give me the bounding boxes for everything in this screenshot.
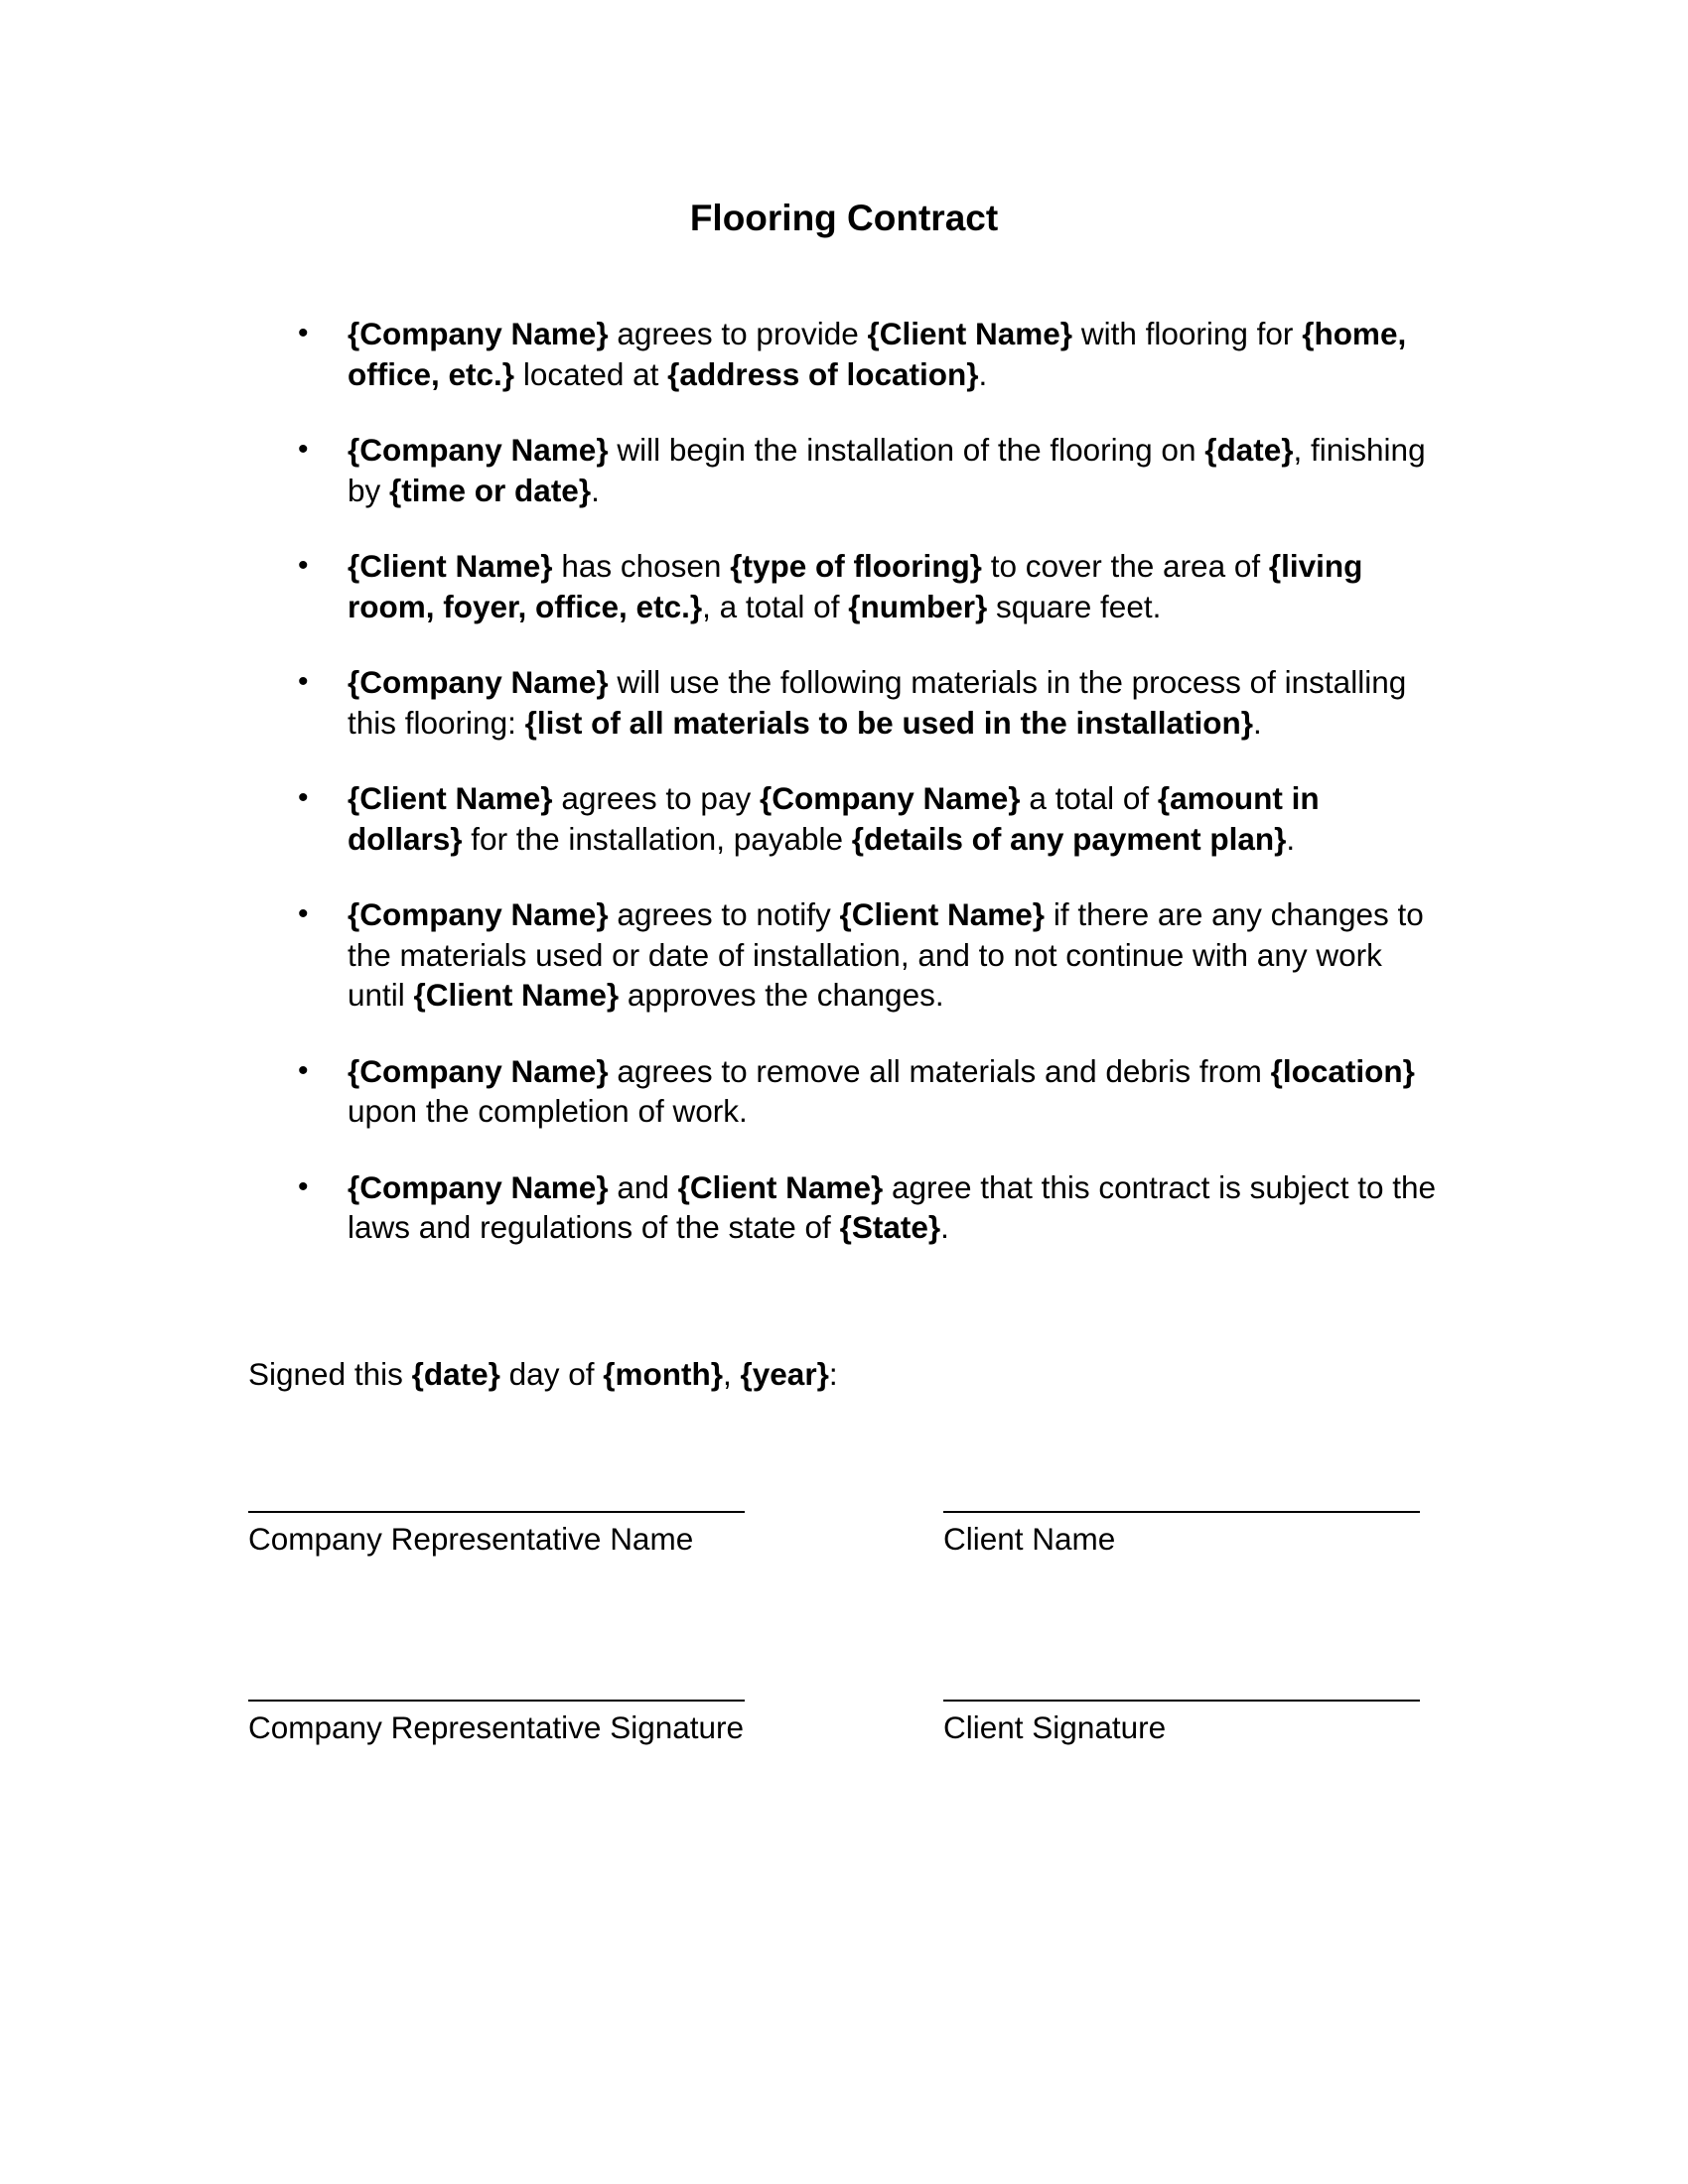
- clause-text: will use the following materials in the process of installing this flooring:: [348, 664, 1407, 741]
- clause-item: [248, 662, 1440, 743]
- page-title: Flooring Contract: [689, 198, 999, 238]
- clause-text: , finishing by: [348, 432, 1426, 508]
- company-name-label: Company Representative Name: [248, 1521, 694, 1557]
- placeholder-field: {Client Name}: [839, 896, 1046, 932]
- clause-text: located at: [514, 355, 668, 392]
- placeholder-field: {Company Name}: [348, 664, 609, 700]
- clause-body: [348, 1169, 1436, 1246]
- client-signature-block: [943, 1700, 1420, 1747]
- clause-text: for the installation, payable: [462, 820, 852, 857]
- clause-text: agrees to remove all materials and debris from: [608, 1052, 1271, 1089]
- placeholder-field: {location}: [1270, 1052, 1415, 1089]
- clause-text: upon the completion of work.: [348, 1093, 748, 1129]
- clause-body: [348, 316, 1406, 392]
- clause-text: .: [1253, 704, 1262, 741]
- clause-text: Signed this: [248, 1356, 412, 1392]
- placeholder-field: {type of flooring}: [730, 548, 982, 584]
- placeholder-field: {Client Name}: [348, 548, 553, 584]
- clause-item: [248, 1167, 1440, 1248]
- bullet-icon: •: [298, 1169, 309, 1203]
- clause-text: .: [940, 1209, 949, 1245]
- placeholder-field: {State}: [839, 1209, 941, 1245]
- client-signature-line[interactable]: [943, 1700, 1420, 1702]
- clause-list: [248, 314, 1440, 1284]
- clause-body: [348, 432, 1426, 508]
- placeholder-field: {Company Name}: [348, 316, 609, 351]
- clause-body: [348, 780, 1320, 857]
- clause-body: [348, 1053, 1415, 1130]
- clause-body: [348, 896, 1424, 1013]
- company-name-block: [248, 1511, 745, 1559]
- clause-text: agrees to notify: [608, 896, 840, 932]
- clause-text: .: [978, 355, 988, 392]
- bullet-icon: •: [298, 433, 309, 466]
- clause-text: .: [1286, 820, 1296, 857]
- clause-text: to cover the area of: [981, 548, 1269, 584]
- placeholder-field: {Client Name}: [677, 1168, 884, 1205]
- placeholder-field: {date}: [1204, 432, 1294, 468]
- company-signature-label: Company Representative Signature: [248, 1709, 745, 1745]
- placeholder-field: {date}: [411, 1356, 500, 1392]
- placeholder-field: {time or date}: [389, 472, 592, 508]
- placeholder-field: {amount in dollars}: [348, 780, 1320, 857]
- client-name-line[interactable]: [943, 1511, 1420, 1513]
- clause-text: .: [591, 472, 600, 508]
- clause-text: a total of: [1020, 780, 1158, 816]
- placeholder-field: {year}: [740, 1356, 829, 1392]
- bullet-icon: •: [298, 665, 309, 698]
- signed-date-line: [248, 1354, 838, 1394]
- placeholder-field: {address of location}: [667, 355, 979, 392]
- bullet-icon: •: [298, 897, 309, 930]
- bullet-icon: •: [298, 781, 309, 814]
- clause-text: if there are any changes to the materials used or date of installation, and to not continue with any work until: [348, 896, 1424, 1013]
- clause-text: day of: [499, 1356, 604, 1392]
- clause-item: [248, 314, 1440, 394]
- clause-text: agree that this contract is subject to the laws and regulations of the state of: [348, 1168, 1437, 1245]
- clause-body: [348, 548, 1362, 624]
- placeholder-field: {month}: [603, 1356, 723, 1392]
- placeholder-field: {Client Name}: [867, 316, 1073, 351]
- placeholder-field: {Company Name}: [348, 432, 609, 468]
- clause-text: agrees to pay: [552, 780, 760, 816]
- placeholder-field: {Company Name}: [348, 1052, 609, 1089]
- clause-text: , a total of: [702, 588, 849, 624]
- clause-item: [248, 1051, 1440, 1132]
- clause-item: [248, 430, 1440, 510]
- clause-text: will begin the installation of the flooring on: [608, 432, 1205, 468]
- company-signature-block: [248, 1700, 745, 1747]
- clause-text: approves the changes.: [619, 977, 944, 1013]
- clause-text: has chosen: [552, 548, 731, 584]
- clause-text: with flooring for: [1072, 316, 1303, 351]
- placeholder-field: {Company Name}: [348, 896, 609, 932]
- clause-item: [248, 778, 1440, 859]
- placeholder-field: {details of any payment plan}: [851, 820, 1287, 857]
- client-signature-label: Client Signature: [943, 1709, 1167, 1745]
- placeholder-field: {number}: [848, 588, 988, 624]
- placeholder-field: {list of all materials to be used in the installation}: [524, 704, 1253, 741]
- company-name-line[interactable]: [248, 1511, 745, 1513]
- bullet-icon: •: [298, 549, 309, 582]
- placeholder-field: {Client Name}: [413, 977, 620, 1013]
- bullet-icon: •: [298, 1053, 309, 1087]
- client-name-label: Client Name: [943, 1521, 1116, 1557]
- placeholder-field: {Company Name}: [759, 780, 1021, 816]
- placeholder-field: {living room, foyer, office, etc.}: [348, 548, 1363, 624]
- company-signature-line[interactable]: [248, 1700, 745, 1702]
- placeholder-field: {Company Name}: [348, 1168, 609, 1205]
- placeholder-field: {home, office, etc.}: [348, 316, 1407, 392]
- clause-text: agrees to provide: [608, 316, 868, 351]
- clause-text: ,: [722, 1356, 741, 1392]
- placeholder-field: {Client Name}: [348, 780, 553, 816]
- clause-item: [248, 546, 1440, 626]
- bullet-icon: •: [298, 317, 309, 349]
- clause-text: and: [608, 1168, 678, 1205]
- clause-body: [348, 664, 1406, 741]
- clause-text: square feet.: [987, 588, 1162, 624]
- client-name-block: [943, 1511, 1420, 1559]
- clause-item: [248, 894, 1440, 1016]
- clause-text: :: [828, 1356, 838, 1392]
